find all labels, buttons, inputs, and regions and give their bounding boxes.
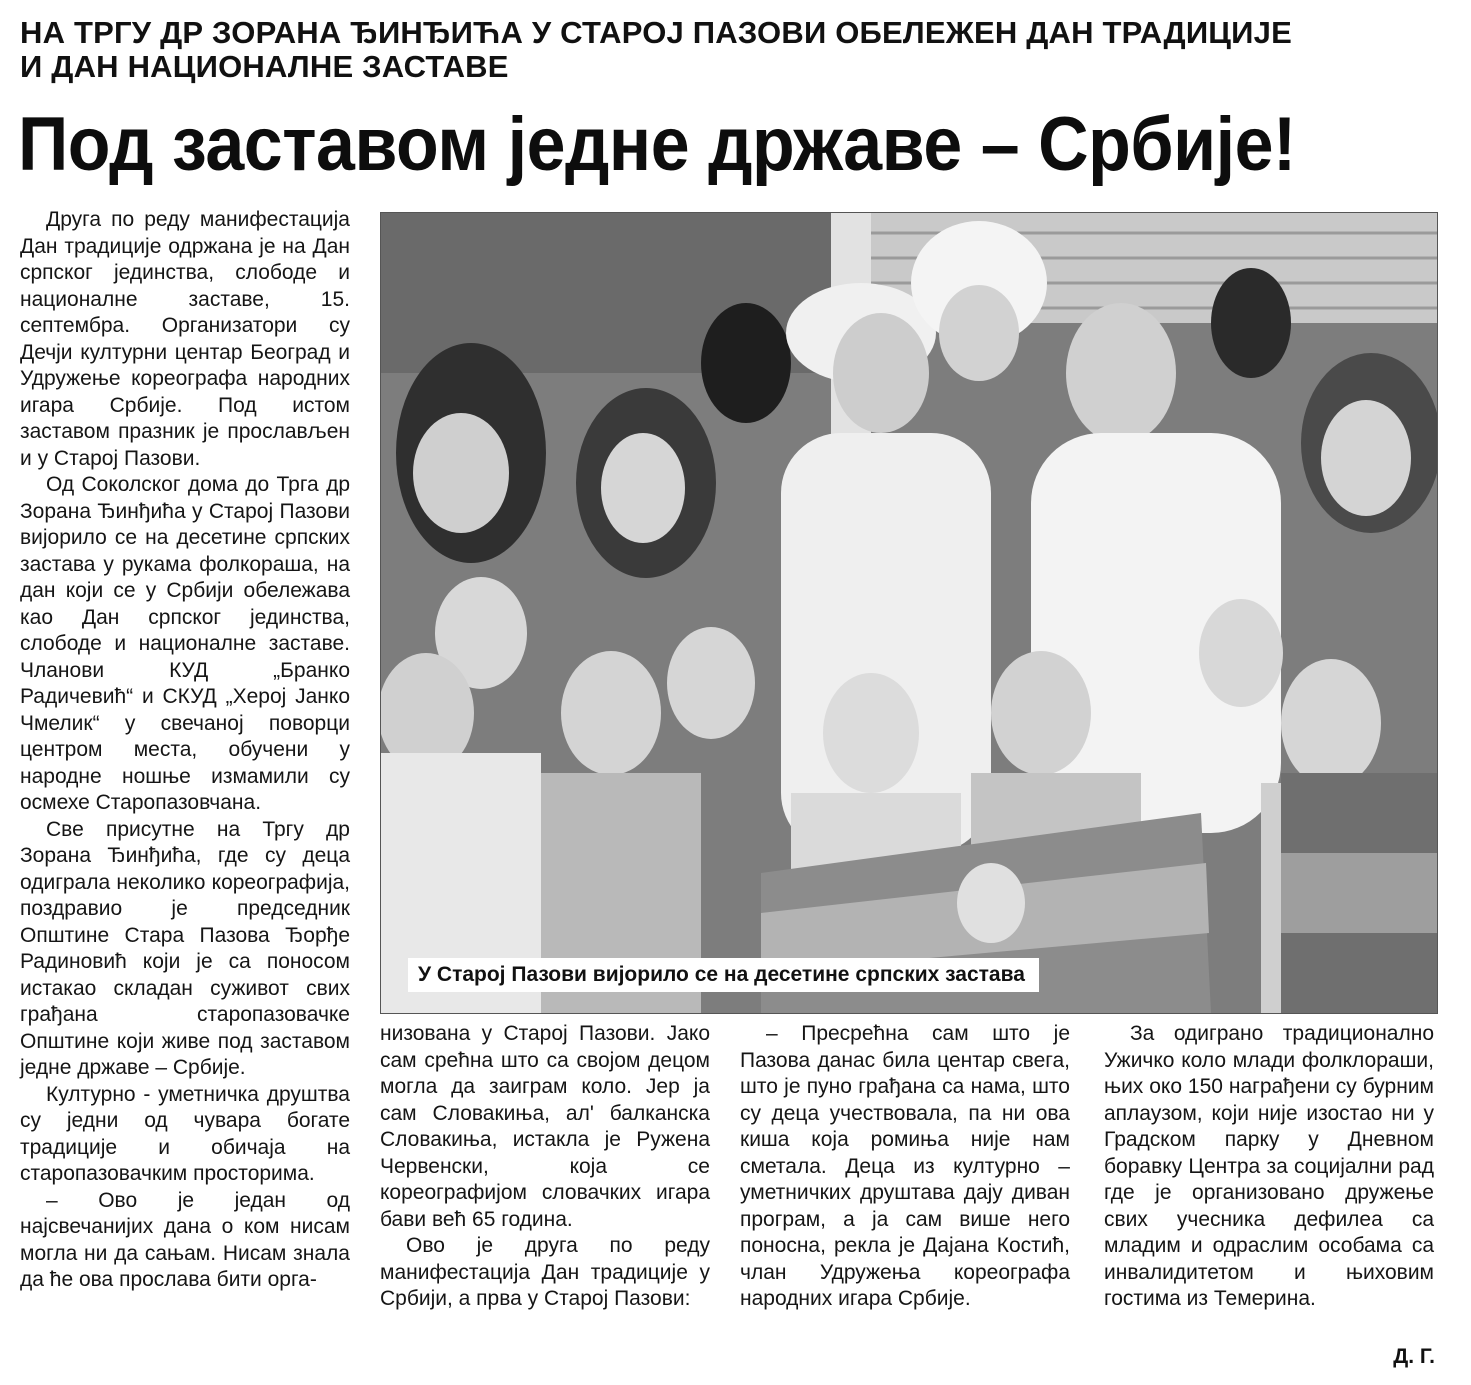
paragraph: Културно - уметничка друштва су једни од чувара богате традиције и обичаја на старопазовачким просторима. bbox=[20, 1082, 350, 1185]
kicker-line-1: НА ТРГУ ДР ЗОРАНА ЂИНЂИЋА У СТАРОЈ ПАЗОВИ ОБЕЛЕЖЕН ДАН ТРАДИЦИЈЕ bbox=[20, 15, 1292, 50]
paragraph: За одиграно традиционално Ужичко коло млади фолклораши, њих око 150 награђени су бурним аплаузом, који није изостао ни у Градском парку у Дневном боравку Центра за социјални рад где је организовано дружење свих учесника дефилеа са младим и одраслим особама са инвалидитетом и њиховим гостима из Темерина. bbox=[1104, 1022, 1434, 1310]
photo-caption: У Старој Пазови вијорило се на десетине српских застава bbox=[408, 958, 1039, 992]
paragraph: – Ово је један од најсвечанијих дана о ком нисам могла ни да сањам. Нисам знала да ће ова прослава бити орга- bbox=[20, 1188, 350, 1291]
paragraph: Све присутне на Тргу др Зорана Ђинђића, где су деца одиграла неколико кореографија, поздравио је председник Општине Стара Пазова Ђорђе Радиновић који је са поносом истакао складан суживот свих грађана старопазовачке Општине који живе под заставом једне државе – Србије. bbox=[20, 817, 350, 1079]
text-column-1 bbox=[20, 207, 350, 1294]
article-kicker bbox=[20, 16, 1440, 84]
photo-illustration bbox=[381, 213, 1437, 1013]
paragraph: – Пресрећна сам што је Пазова данас била центар свега, што је пуно грађана са нама, што су деца учествовала, па ни ова киша која ромиња није нам сметала. Деца из културно – уметничких друштава дају диван програм, а ја сам више него поносна, рекла је Дајана Костић, члан Удружења кореографа народних игара Србије. bbox=[740, 1022, 1070, 1310]
text-column-2 bbox=[380, 1021, 710, 1313]
text-column-4 bbox=[1104, 1021, 1434, 1313]
article-photo bbox=[380, 212, 1438, 1014]
paragraph: Ово је друга по реду манифестација Дан традиције у Србији, а прва у Старој Пазови: bbox=[380, 1234, 710, 1310]
paragraph: низована у Старој Пазови. Јако сам срећна што са својом децом могла да заиграм коло. Јер ја сам Словакиња, ал' балканска Словакиња, истакла је Ружена Червенски, која се кореографијом словачких игара бави већ 65 година. bbox=[380, 1022, 710, 1231]
paragraph: Друга по реду манифестација Дан традиције одржана је на Дан српског јединства, слободе и националне заставе, 15. септембра. Организатори су Дечји културни центар Београд и Удружење кореографа народних игара Србије. Под истом заставом празник је прослављен и у Старој Пазови. bbox=[20, 208, 350, 470]
article-headline: Под заставом једне државе – Србије! bbox=[18, 102, 1296, 187]
text-column-3 bbox=[740, 1021, 1070, 1313]
author-signature: Д. Г. bbox=[1393, 1345, 1435, 1368]
paragraph: Од Соколског дома до Трга др Зорана Ђинђића у Старој Пазови вијорило се на десетине српских застава у рукама фолкораша, на дан који се у Србији обележава као Дан српског јединства, слободе и националне заставе. Чланови КУД „Бранко Радичевић“ и СКУД „Херој Јанко Чмелик“ у свечаној поворци центром места, обучени у народне ношње измамили су осмехе Старопазовчана. bbox=[20, 473, 350, 814]
kicker-line-2: И ДАН НАЦИОНАЛНЕ ЗАСТАВЕ bbox=[20, 49, 509, 84]
